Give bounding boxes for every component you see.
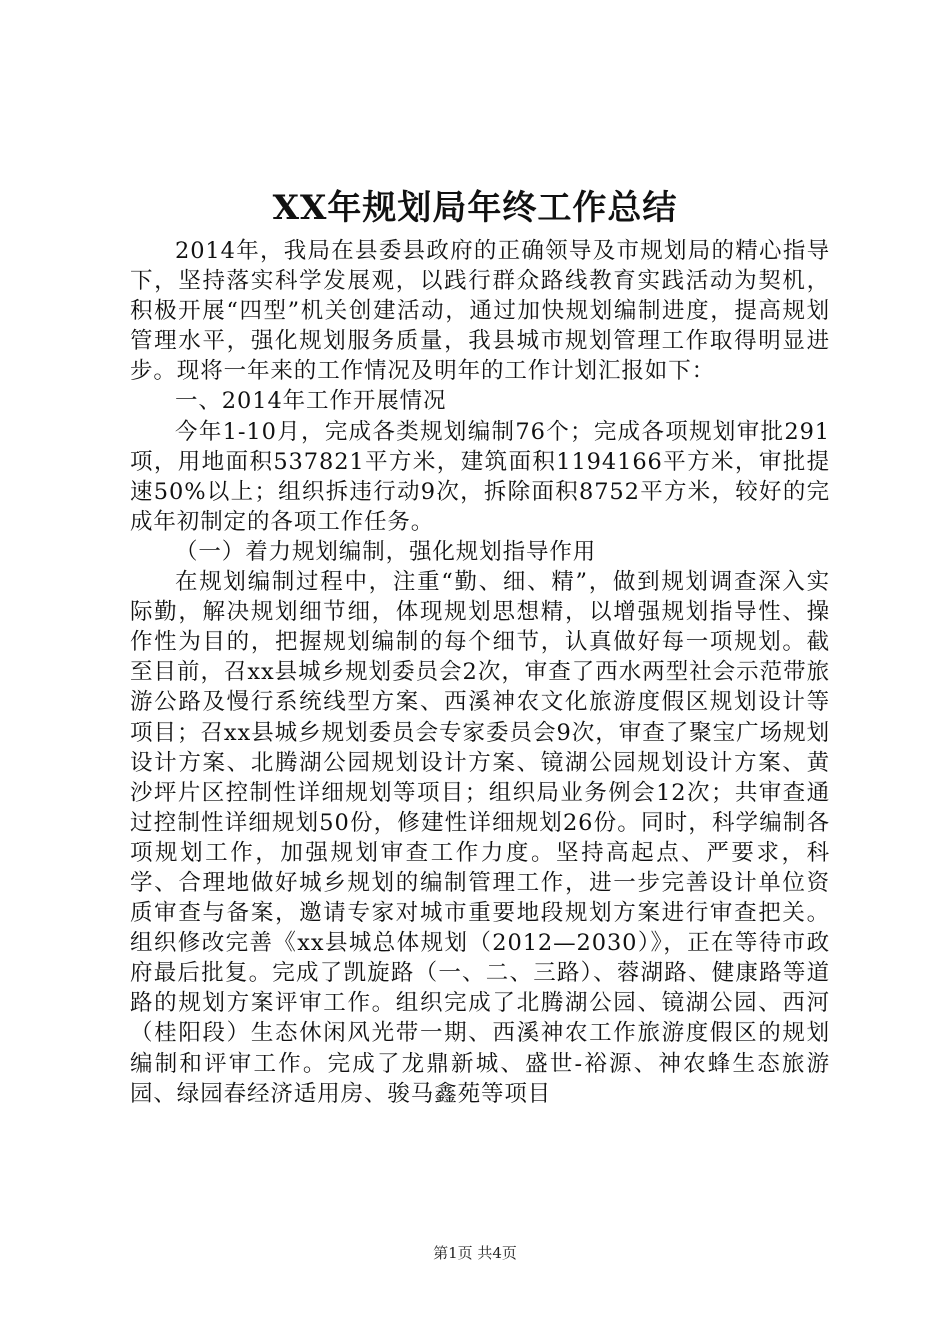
intro-paragraph: 2014年，我局在县委县政府的正确领导及市规划局的精心指导下，坚持落实科学发展观，以践行群众路线教育实践活动为契机，积极开展“四型”机关创建活动，通过加快规划编制进度，提高规划管理水平，强化规划服务质量，我县城市规划管理工作取得明显进步。现将一年来的工作情况及明年的工作计划汇报如下： xyxy=(130,238,830,385)
page-number-footer: 第1页 共4页 xyxy=(433,1244,517,1262)
document-title: XX年规划局年终工作总结 xyxy=(272,188,678,228)
planning-paragraph: 在规划编制过程中，注重“勤、细、精”，做到规划调查深入实际勤，解决规划细节细，体现规划思想精，以增强规划指导性、操作性为目的，把握规划编制的每个细节，认真做好每一项规划。截至目前，召xx县城乡规划委员会2次，审查了西水两型社会示范带旅游公路及慢行系统线型方案、西溪神农文化旅游度假区规划设计等项目；召xx县城乡规划委员会专家委员会9次，审查了聚宝广场规划设计方案、北腾湖公园规划设计方案、镜湖公园规划设计方案、黄沙坪片区控制性详细规划等项目；组织局业务例会12次；共审查通过控制性详细规划50份，修建性详细规划26份。同时，科学编制各项规划工作，加强规划审查工作力度。坚持高起点、严要求，科学、合理地做好城乡规划的编制管理工作，进一步完善设计单位资质审查与备案，邀请专家对城市重要地段规划方案进行审查把关。组织修改完善《xx县城总体规划（2012—2030）》，正在等待市政府最后批复。完成了凯旋路（一、二、三路）、蓉湖路、健康路等道路的规划方案评审工作。组织完成了北腾湖公园、镜湖公园、西河（桂阳段）生态休闲风光带一期、西溪神农工作旅游度假区的规划编制和评审工作。完成了龙鼎新城、盛世-裕源、神农蜂生态旅游园、绿园春经济适用房、骏马鑫苑等项目 xyxy=(130,569,830,1107)
subsection-heading-1: （一）着力规划编制，强化规划指导作用 xyxy=(175,538,597,565)
summary-paragraph: 今年1-10月，完成各类规划编制76个；完成各项规划审批291项，用地面积537821平方米，建筑面积1194166平方米，审批提速50%以上；组织拆违行动9次，拆除面积8752平方米，较好的完成年初制定的各项工作任务。 xyxy=(130,418,830,535)
section-heading-1: 一、2014年工作开展情况 xyxy=(175,388,447,415)
document-body xyxy=(130,236,830,1109)
